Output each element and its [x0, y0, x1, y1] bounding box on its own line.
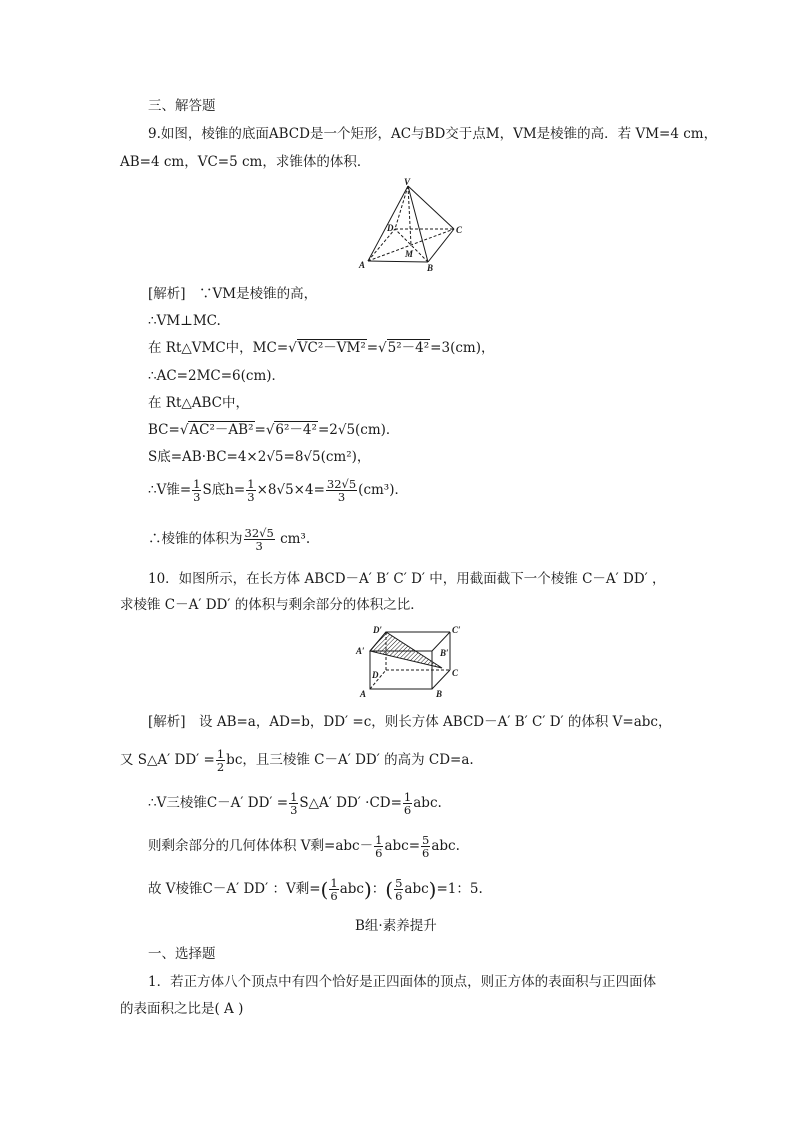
label-D: D: [387, 223, 394, 233]
edge-AD: [368, 229, 395, 261]
p9-solution-3: 在 Rt△VMC中，MC=√VC²－VM²=√5²－4²=3(cm)，: [148, 340, 495, 356]
label-V: V: [404, 177, 411, 187]
cuboid-figure: [352, 621, 470, 701]
p9-solution-4: ∴AC=2MC=6(cm)．: [148, 368, 286, 384]
label-B: B: [436, 689, 443, 699]
p9-solution-2: ∴VM⊥MC.: [148, 313, 221, 329]
p9-solution-9: ∴棱锥的体积为 $\frac{32√5}{3}$ cm³.: [148, 526, 311, 553]
p10-solution-1: [解析] 设 AB=a，AD=b，DD′ =c，则长方体 ABCD－A′ B′ C′ D′ 的体积 V=abc，: [148, 714, 672, 730]
p9-solution-7: S底=AB·BC=4×2√5=8√5(cm²)，: [148, 449, 371, 465]
p10-solution-5: 故 V棱锥C－A′ DD′ ：V剩=( $\frac{1}{6}$ abc)：( $\frac{5}{6}$ abc)=1：5.: [148, 876, 483, 903]
p9-solution-8: ∴V锥= $\frac{1}{3}$ S底h= $\frac{1}{3}$ ×8√5×4= $\frac{32√5}{3}$ (cm³)．: [148, 477, 408, 504]
group-b-title: B组·素养提升: [355, 918, 437, 934]
label-Cprime: C′: [452, 625, 461, 635]
p10-solution-2: 又 S△A′ DD′ = $\frac{1}{2}$ bc，且三棱锥 C－A′ DD′ 的高为 CD=a.: [120, 747, 474, 774]
problem-10-line-2: 求棱锥 C－A′ DD′ 的体积与剩余部分的体积之比．: [120, 597, 424, 613]
label-Bprime: B′: [440, 648, 449, 658]
question-1-line-2: 的表面积之比是( A ): [120, 1001, 244, 1017]
label-C: C: [456, 225, 463, 235]
edge-BC: [432, 670, 450, 689]
p9-solution-1: [解析] ∵VM是棱锥的高，: [148, 286, 318, 302]
problem-9-line-2: AB=4 cm，VC=5 cm，求锥体的体积．: [120, 154, 371, 170]
label-M: M: [405, 249, 414, 259]
section-heading-choice: 一、选择题: [148, 946, 216, 962]
problem-9-line-1: 9.如图，棱锥的底面ABCD是一个矩形，AC与BD交于点M，VM是棱锥的高．若 VM=4 cm，: [148, 126, 718, 142]
section-heading-answers: 三、解答题: [148, 98, 216, 114]
question-1-line-1: 1．若正方体八个顶点中有四个恰好是正四面体的顶点，则正方体的表面积与正四面体: [148, 974, 657, 990]
label-C: C: [452, 668, 459, 678]
p10-solution-3: ∴V三棱锥C－A′ DD′ = $\frac{1}{3}$ S△A′ DD′ ·CD= $\frac{1}{6}$ abc.: [148, 790, 442, 817]
label-A: A: [359, 260, 366, 270]
p9-solution-6: BC=√AC²－AB²=√6²－4²=2√5(cm)．: [148, 422, 400, 438]
edge-AB: [368, 261, 428, 262]
label-D: D: [372, 670, 379, 680]
label-A: A: [360, 689, 367, 699]
edge-VC: [408, 186, 454, 229]
pyramid-figure: [350, 176, 475, 272]
problem-10-line-1: 10．如图所示，在长方体 ABCD－A′ B′ C′ D′ 中，用截面截下一个棱锥 C－A′ DD′ ，: [148, 571, 666, 587]
label-B: B: [427, 263, 434, 272]
p9-solution-5: 在 Rt△ABC中，: [148, 395, 250, 411]
label-Dprime: D′: [373, 625, 383, 635]
label-Aprime: A′: [356, 646, 365, 656]
p10-solution-4: 则剩余部分的几何体体积 V剩=abc－ $\frac{1}{6}$ abc= $\frac{5}{6}$ abc.: [148, 833, 460, 860]
